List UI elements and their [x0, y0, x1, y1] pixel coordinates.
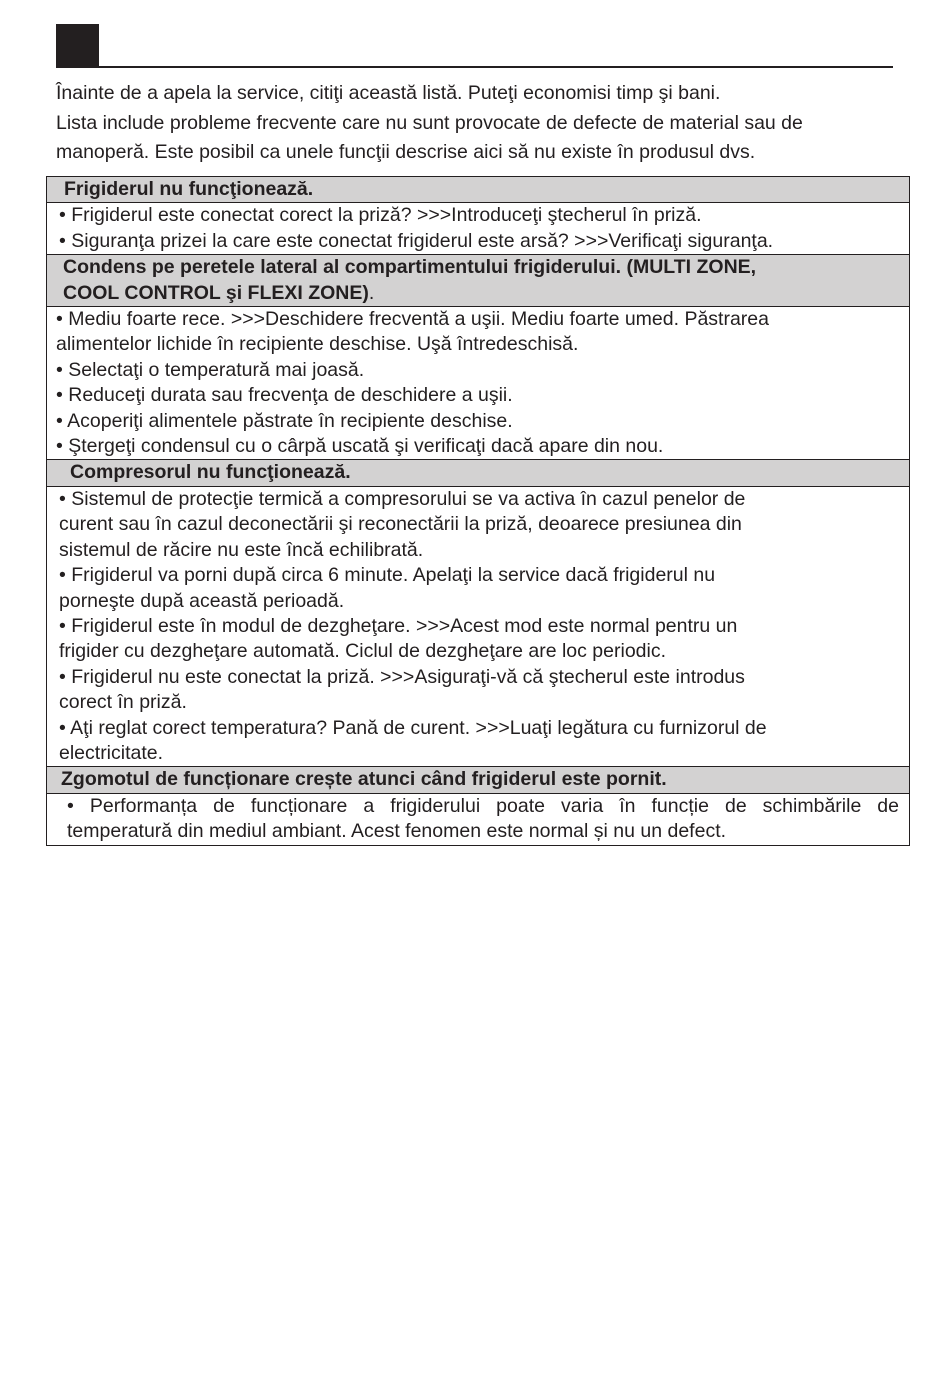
body-line: • Frigiderul este în modul de dezgheţare. >>>Acest mod este normal pentru un — [59, 614, 738, 637]
section-body-row — [47, 486, 910, 766]
intro-line: Lista include probleme frecvente care nu sunt provocate de defecte de material sau de — [56, 111, 803, 134]
troubleshooting-table — [46, 176, 910, 846]
section-title-suffix: . — [368, 281, 375, 304]
body-line: sistemul de răcire nu este încă echilibrată. — [59, 538, 424, 561]
body-line: • Mediu foarte rece. >>>Deschidere frecventă a uşii. Mediu foarte umed. Păstrarea — [56, 308, 769, 331]
section-header-row — [47, 255, 910, 307]
body-line: alimentelor lichide în recipiente deschise. Uşă întredeschisă. — [56, 333, 579, 356]
section-title — [47, 767, 910, 793]
section-title-line: Compresorul nu funcţionează. — [70, 461, 351, 484]
section-title — [47, 460, 910, 486]
section-title — [47, 255, 910, 307]
body-line: • Frigiderul va porni după circa 6 minute. Apelaţi la service dacă frigiderul nu — [59, 564, 716, 587]
body-line: • Ştergeţi condensul cu o cârpă uscată şi verificaţi dacă apare din nou. — [56, 435, 664, 458]
header-rule — [56, 66, 893, 68]
body-line: • Frigiderul este conectat corect la priză? >>>Introduceţi ştecherul în priză. — [59, 204, 702, 227]
body-line: • Aţi reglat corect temperatura? Pană de curent. >>>Luaţi legătura cu furnizorul de — [59, 716, 767, 739]
body-line: frigider cu dezgheţare automată. Ciclul de dezgheţare are loc periodic. — [59, 640, 667, 663]
body-line: • Sistemul de protecţie termică a compresorului se va activa în cazul penelor de — [59, 487, 746, 510]
body-line: porneşte după această perioadă. — [59, 589, 345, 612]
body-line: corect în priză. — [59, 691, 187, 714]
section-body-row — [47, 203, 910, 255]
section-title-line: Condens pe peretele lateral al compartimentului frigiderului. (MULTI ZONE, — [63, 256, 757, 279]
body-line: curent sau în cazul deconectării şi reconectării la priză, deoarece presiunea din — [59, 513, 742, 536]
section-title-line: Zgomotul de funcționare crește atunci când frigiderul este pornit. — [61, 768, 667, 791]
body-line: • Siguranţa prizei la care este conectat frigiderul este arsă? >>>Verificaţi siguranţa. — [59, 229, 774, 252]
body-line: • Frigiderul nu este conectat la priză. >>>Asiguraţi-vă că ştecherul este introdus — [59, 665, 745, 688]
section-marker-block — [56, 24, 99, 66]
body-line: • Selectaţi o temperatură mai joasă. — [56, 358, 365, 381]
body-line: temperatură din mediul ambiant. Acest fenomen este normal și nu un defect. — [67, 820, 727, 843]
section-body-row — [47, 793, 910, 845]
intro-line: manoperă. Este posibil ca unele funcţii descrise aici să nu existe în produsul dvs. — [56, 141, 756, 163]
intro-line: Înainte de a apela la service, citiţi această listă. Puteţi economisi timp şi bani. — [56, 82, 721, 104]
section-header-row — [47, 177, 910, 203]
section-header-row — [47, 767, 910, 793]
section-header-row — [47, 460, 910, 486]
body-line: electricitate. — [59, 741, 164, 764]
section-title-line: Frigiderul nu funcţionează. — [64, 178, 314, 200]
body-line: • Reduceţi durata sau frecvenţa de deschidere a uşii. — [56, 384, 513, 407]
section-title — [47, 177, 910, 203]
section-body-row — [47, 307, 910, 460]
intro-paragraph — [56, 79, 916, 168]
section-body — [47, 203, 910, 255]
section-title-text: COOL CONTROL şi FLEXI ZONE) — [63, 281, 369, 304]
section-body — [47, 793, 910, 845]
body-line: • Performanța de funcționare a frigiderului poate varia în funcție de schimbările de — [67, 794, 899, 817]
section-title-line — [63, 281, 903, 306]
section-body — [47, 486, 910, 766]
section-body — [47, 307, 910, 460]
body-line: • Acoperiţi alimentele păstrate în recipiente deschise. — [56, 409, 513, 432]
